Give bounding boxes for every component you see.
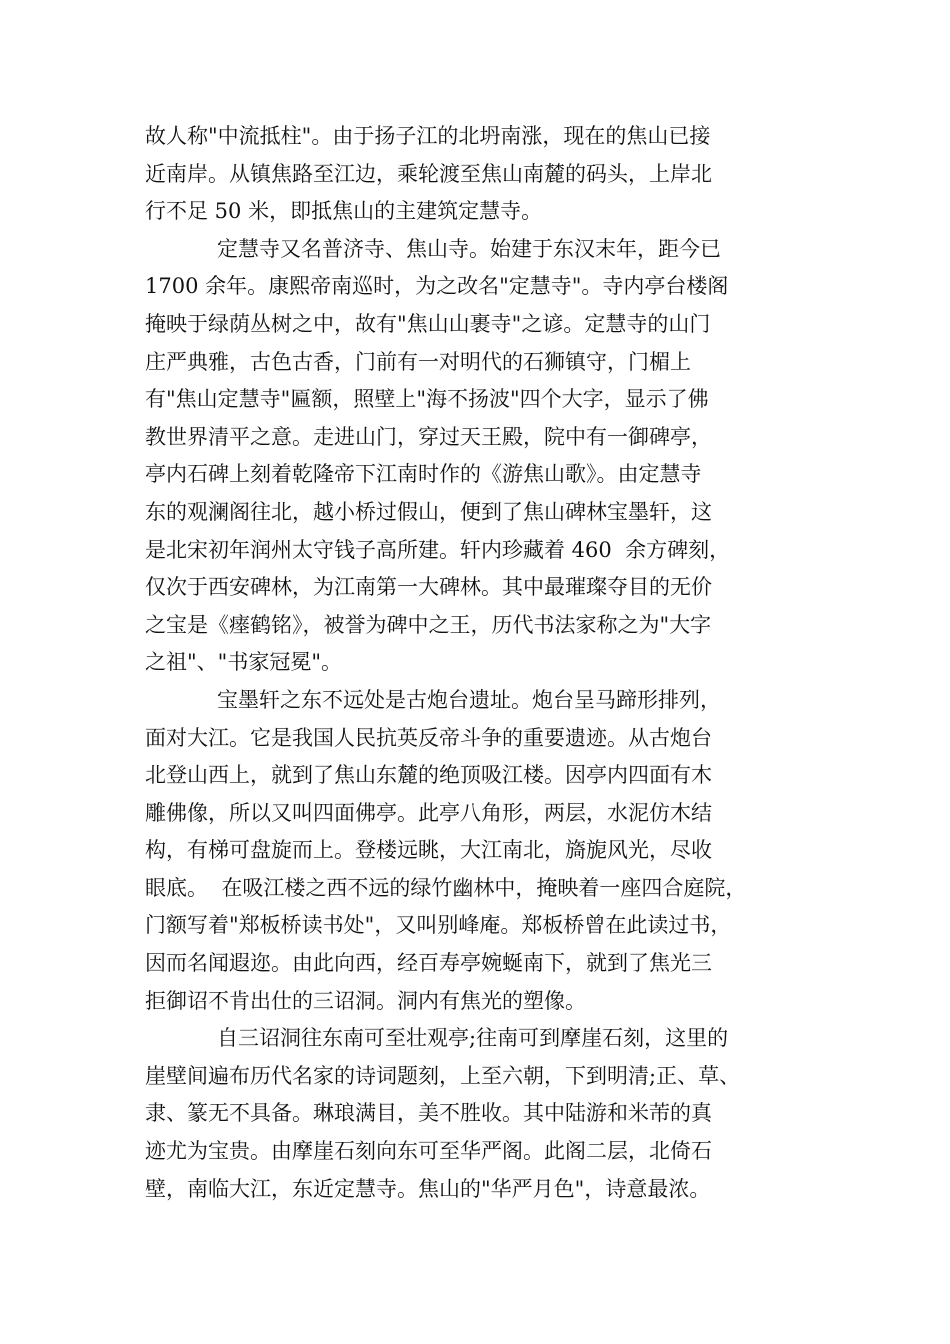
- text-line: 有"焦山定慧寺"匾额，照壁上"海不扬波"四个大字，显示了佛: [145, 387, 709, 412]
- text-line: 亭内石碑上刻着乾隆帝下江南时作的《游焦山歌》。由定慧寺: [145, 462, 702, 487]
- text-line: 迹尤为宝贵。由摩崖石刻向东可至华严阁。此阁二层，北倚石: [145, 1139, 712, 1164]
- document-body: [145, 118, 825, 1208]
- text-line: 眼底。 在吸江楼之西不远的绿竹幽林中，掩映着一座四合庭院，: [145, 875, 747, 900]
- text-line: 自三诏洞往东南可至壮观亭;往南可到摩崖石刻，这里的: [217, 1026, 729, 1051]
- text-line: 门额写着"郑板桥读书处"，又叫别峰庵。郑板桥曾在此读过书，: [145, 913, 732, 938]
- text-line: 拒御诏不肯出仕的三诏洞。洞内有焦光的塑像。: [145, 988, 586, 1013]
- text-line: 宝墨轩之东不远处是古炮台遗址。炮台呈马蹄形排列，: [217, 687, 721, 712]
- text-line: 壁，南临大江，东近定慧寺。焦山的"华严月色"，诗意最浓。: [145, 1176, 711, 1201]
- text-line: 东的观澜阁往北，越小桥过假山，便到了焦山碑林宝墨轩，这: [145, 499, 712, 524]
- text-line: 教世界清平之意。走进山门，穿过天王殿，院中有一御碑亭，: [145, 424, 712, 449]
- text-line: 近南岸。从镇焦路至江边，乘轮渡至焦山南麓的码头，上岸北: [145, 161, 712, 186]
- text-line: 掩映于绿荫丛树之中，故有"焦山山裹寺"之谚。定慧寺的山门: [145, 311, 711, 336]
- paragraph-4: [145, 1020, 825, 1208]
- text-line: 仅次于西安碑林，为江南第一大碑林。其中最璀璨夺目的无价: [145, 575, 712, 600]
- text-line: 因而名闻遐迩。由此向西，经百寿亭婉蜒南下，就到了焦光三: [145, 951, 712, 976]
- text-line: 雕佛像，所以又叫四面佛亭。此亭八角形，两层，水泥仿木结: [145, 800, 712, 825]
- text-line: 故人称"中流抵柱"。由于扬子江的北坍南涨，现在的焦山已接: [145, 124, 711, 148]
- text-line: 构，有梯可盘旋而上。登楼远眺，大江南北，旖旎风光，尽收: [145, 838, 712, 863]
- text-line: 1700 余年。康熙帝南巡时，为之改名"定慧寺"。寺内亭台楼阁: [145, 274, 729, 299]
- text-line: 北登山西上，就到了焦山东麓的绝顶吸江楼。因亭内四面有木: [145, 763, 712, 788]
- text-line: 庄严典雅，古色古香，门前有一对明代的石狮镇守，门楣上: [145, 349, 691, 374]
- text-line: 之宝是《瘗鹤铭》，被誉为碑中之王，历代书法家称之为"大字: [145, 612, 712, 637]
- text-line: 行不足 50 米，即抵焦山的主建筑定慧寺。: [145, 199, 543, 224]
- text-line: 之祖"、"书家冠冕"。: [145, 650, 342, 675]
- paragraph-3: [145, 682, 825, 1020]
- text-line: 定慧寺又名普济寺、焦山寺。始建于东汉末年，距今已: [217, 236, 721, 261]
- text-line: 崖壁间遍布历代名家的诗词题刻，上至六朝，下到明清;正、草、: [145, 1063, 741, 1088]
- paragraph-2: [145, 231, 825, 682]
- text-line: 隶、篆无不具备。琳琅满目，美不胜收。其中陆游和米芾的真: [145, 1101, 712, 1126]
- paragraph-1: [145, 118, 825, 231]
- text-line: 是北宋初年润州太守钱子高所建。轩内珍藏着 460 余方碑刻，: [145, 537, 731, 562]
- text-line: 面对大江。它是我国人民抗英反帝斗争的重要遗迹。从古炮台: [145, 725, 712, 750]
